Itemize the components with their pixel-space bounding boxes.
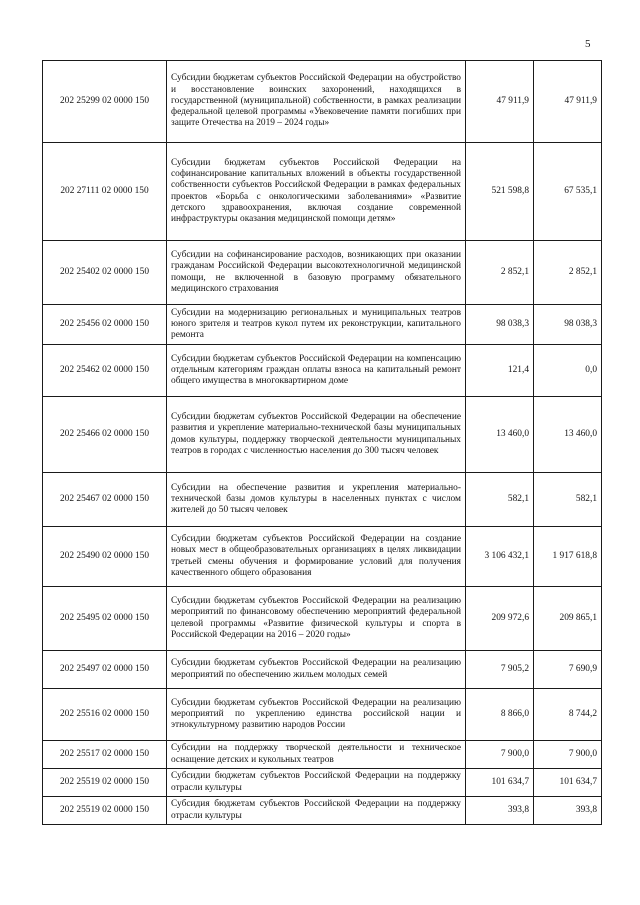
value-column-1: 209 972,6 — [466, 587, 534, 651]
table-row — [43, 741, 602, 769]
value-column-1: 7 905,2 — [466, 651, 534, 689]
budget-code: 202 25456 02 0000 150 — [43, 305, 167, 345]
value-column-2: 2 852,1 — [534, 241, 602, 305]
budget-code: 202 25497 02 0000 150 — [43, 651, 167, 689]
table-row — [43, 61, 602, 143]
value-column-1: 98 038,3 — [466, 305, 534, 345]
value-column-1: 13 460,0 — [466, 397, 534, 473]
value-column-2: 7 900,0 — [534, 741, 602, 769]
row-description: Субсидии бюджетам субъектов Российской Федерации на поддержку отрасли культуры — [167, 769, 466, 797]
value-column-2: 47 911,9 — [534, 61, 602, 143]
budget-code: 202 25516 02 0000 150 — [43, 689, 167, 741]
budget-code: 202 25517 02 0000 150 — [43, 741, 167, 769]
value-column-2: 209 865,1 — [534, 587, 602, 651]
budget-code: 202 25490 02 0000 150 — [43, 527, 167, 587]
table-row — [43, 143, 602, 241]
value-column-1: 121,4 — [466, 345, 534, 397]
value-column-2: 582,1 — [534, 473, 602, 527]
row-description: Субсидии бюджетам субъектов Российской Федерации на реализацию мероприятий по обеспечению жильем молодых семей — [167, 651, 466, 689]
table-row — [43, 305, 602, 345]
budget-code: 202 25467 02 0000 150 — [43, 473, 167, 527]
table-row — [43, 241, 602, 305]
budget-code: 202 25519 02 0000 150 — [43, 797, 167, 825]
value-column-1: 7 900,0 — [466, 741, 534, 769]
value-column-1: 101 634,7 — [466, 769, 534, 797]
row-description: Субсидии бюджетам субъектов Российской Федерации на реализацию мероприятий по укреплению единства российской нации и этнокультурному развитию народов России — [167, 689, 466, 741]
value-column-2: 98 038,3 — [534, 305, 602, 345]
row-description: Субсидии на модернизацию региональных и муниципальных театров юного зрителя и театров кукол путем их реконструкции, капитального ремонта — [167, 305, 466, 345]
table-row — [43, 345, 602, 397]
table-row — [43, 587, 602, 651]
budget-code: 202 25519 02 0000 150 — [43, 769, 167, 797]
value-column-2: 8 744,2 — [534, 689, 602, 741]
value-column-1: 393,8 — [466, 797, 534, 825]
budget-code: 202 25462 02 0000 150 — [43, 345, 167, 397]
value-column-1: 3 106 432,1 — [466, 527, 534, 587]
table-row — [43, 473, 602, 527]
row-description: Субсидии бюджетам субъектов Российской Федерации на обустройство и восстановление воинских захоронений, находящихся в государственной (муниципальной) собственности, в рамках реализации федеральной целевой программы «Увековечение памяти погибших при защите Отечества на 2019 – 2024 годы» — [167, 61, 466, 143]
row-description: Субсидии бюджетам субъектов Российской Федерации на компенсацию отдельным категориям граждан оплаты взноса на капитальный ремонт общего имущества в многоквартирном доме — [167, 345, 466, 397]
value-column-2: 0,0 — [534, 345, 602, 397]
budget-code: 202 25495 02 0000 150 — [43, 587, 167, 651]
value-column-2: 13 460,0 — [534, 397, 602, 473]
row-description: Субсидии бюджетам субъектов Российской Федерации на реализацию мероприятий по финансовому обеспечению мероприятий федеральной целевой программы «Развитие физической культуры и спорта в Российской Федерации на 2016 – 2020 годы» — [167, 587, 466, 651]
table-row — [43, 797, 602, 825]
value-column-1: 582,1 — [466, 473, 534, 527]
table-row — [43, 397, 602, 473]
budget-code: 202 27111 02 0000 150 — [43, 143, 167, 241]
value-column-2: 393,8 — [534, 797, 602, 825]
row-description: Субсидии на софинансирование расходов, возникающих при оказании гражданам Российской Федерации высокотехнологичной медицинской помощи, не включенной в базовую программу обязательного медицинского страхования — [167, 241, 466, 305]
table-row — [43, 527, 602, 587]
value-column-2: 1 917 618,8 — [534, 527, 602, 587]
row-description: Субсидии на поддержку творческой деятельности и техническое оснащение детских и кукольных театров — [167, 741, 466, 769]
table-row — [43, 651, 602, 689]
value-column-1: 521 598,8 — [466, 143, 534, 241]
value-column-1: 8 866,0 — [466, 689, 534, 741]
page-number: 5 — [585, 38, 591, 50]
budget-code: 202 25299 02 0000 150 — [43, 61, 167, 143]
row-description: Субсидии на обеспечение развития и укрепления материально-технической базы домов культуры в населенных пунктах с числом жителей до 50 тысяч человек — [167, 473, 466, 527]
budget-code: 202 25466 02 0000 150 — [43, 397, 167, 473]
budget-table — [42, 60, 602, 825]
row-description: Субсидии бюджетам субъектов Российской Федерации на создание новых мест в общеобразовательных организациях в целях ликвидации третьей смены обучения и формирование условий для получения качественного общего образования — [167, 527, 466, 587]
value-column-1: 2 852,1 — [466, 241, 534, 305]
table-row — [43, 769, 602, 797]
table-row — [43, 689, 602, 741]
row-description: Субсидии бюджетам субъектов Российской Федерации на обеспечение развития и укрепление материально-технической базы муниципальных домов культуры, поддержку творческой деятельности муниципальных театров в городах с численностью населения до 300 тысяч человек — [167, 397, 466, 473]
row-description: Субсидии бюджетам субъектов Российской Федерации на софинансирование капитальных вложений в объекты государственной собственности субъектов Российской Федерации в рамках федеральных проектов «Борьба с онкологическими заболеваниями» «Развитие детского здравоохранения, включая создание современной инфраструктуры оказания медицинской помощи детям» — [167, 143, 466, 241]
value-column-2: 7 690,9 — [534, 651, 602, 689]
value-column-1: 47 911,9 — [466, 61, 534, 143]
value-column-2: 101 634,7 — [534, 769, 602, 797]
budget-code: 202 25402 02 0000 150 — [43, 241, 167, 305]
value-column-2: 67 535,1 — [534, 143, 602, 241]
row-description: Субсидия бюджетам субъектов Российской Федерации на поддержку отрасли культуры — [167, 797, 466, 825]
